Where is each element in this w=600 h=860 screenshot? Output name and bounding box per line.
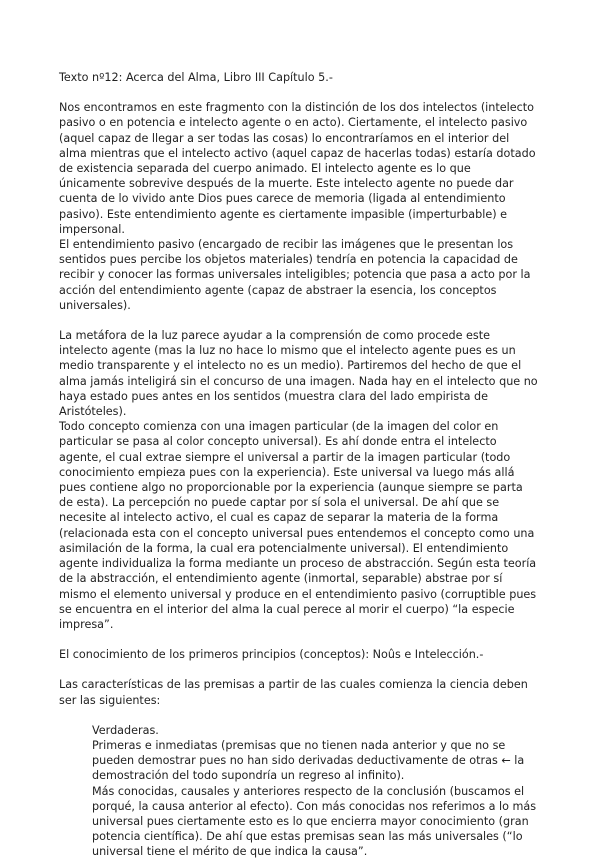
premises-list: [92, 723, 539, 860]
paragraph-abstraction: Todo concepto comienza con una imagen particular (de la imagen del color en particular se pasa al color concepto universal). Es ahí donde entra el intelecto agente, el cual extrae siempre el universal a partir de la imagen particular (todo conocimiento empieza pues con la experiencia). Este universal va luego más allá pues contiene algo no proporcionable por la experiencia (aunque siempre se parta de esta). La percepción no puede captar por sí sola el universal. De ahí que se necesite al intelecto activo, el cual es capaz de separar la materia de la forma (relacionada esta con el concepto universal pues entendemos el concepto como una asimilación de la forma, la cual era potencialmente universal). El entendimiento agente individualiza la forma mediante un proceso de abstracción. Según esta teoría de la abstracción, el entendimiento agente (inmortal, separable) abstrae por sí mismo el elemento universal y produce en el entendimiento pasivo (corruptible pues se encuentra en el interior del alma la cual perece al morir el cuerpo) “la especie impresa”.: [59, 420, 537, 631]
document-title: Texto nº12: Acerca del Alma, Libro III Capítulo 5.-: [59, 71, 333, 84]
paragraph-light-metaphor: La metáfora de la luz parece ayudar a la comprensión de como procede este intelecto agente (mas la luz no hace lo mismo que el intelecto agente pues es un medio transparente y el intelecto no es un medio). Partiremos del hecho de que el alma jamás inteligirá sin el concurso de una imagen. Nada hay en el intelecto que no haya estado pues antes en los sentidos (muestra clara del lado empirista de Aristóteles).: [59, 329, 538, 419]
paragraph-intellects: Nos encontramos en este fragmento con la distinción de los dos intelectos (intelecto pasivo o en potencia e intelecto agente o en acto). Ciertamente, el intelecto pasivo (aquel capaz de llegar a ser todas las cosas) lo encontraríamos en el interior del alma mientras que el intelecto activo (aquel capaz de hacerlas todas) estaría dotado de existencia separada del cuerpo animado. El intelecto agente es lo que únicamente sobrevive después de la muerte. Este intelecto agente no puede dar cuenta de lo vivido ante Dios pues carece de memoria (ligada al entendimiento pasivo). Este entendimiento agente es ciertamente impasible (imperturbable) e impersonal.: [59, 101, 536, 236]
paragraph-passive-intellect: El entendimiento pasivo (encargado de recibir las imágenes que le presentan los sentidos pues percibe los objetos materiales) tendría en potencia la capacidad de recibir y conocer las formas universales inteligibles; potencia que pasa a acto por la acción del entendimiento agente (capaz de abstraer la esencia, los conceptos universales).: [59, 238, 531, 312]
section-heading-first-principles: El conocimiento de los primeros principios (conceptos): Noûs e Intelección.-: [59, 648, 484, 662]
list-item: Verdaderas.: [92, 723, 159, 737]
list-item: Más conocidas, causales y anteriores respecto de la conclusión (buscamos el porqué, la causa anterior al efecto). Con más conocidas nos referimos a lo más universal pues ciertamente esto es lo que encierra mayor conocimiento (gran potencia científica). De ahí que estas premisas sean las más universales (“lo universal tiene el mérito de que indica la causa”.: [92, 784, 537, 859]
document-body: [59, 70, 539, 860]
list-item: Primeras e inmediatas (premisas que no tienen nada anterior y que no se pueden demostrar pues no han sido derivadas deductivamente de otras ← la demostración del todo supondría un regreso al infinito).: [92, 738, 525, 783]
paragraph-premises-intro: Las características de las premisas a partir de las cuales comienza la ciencia deben ser las siguientes:: [59, 678, 528, 707]
